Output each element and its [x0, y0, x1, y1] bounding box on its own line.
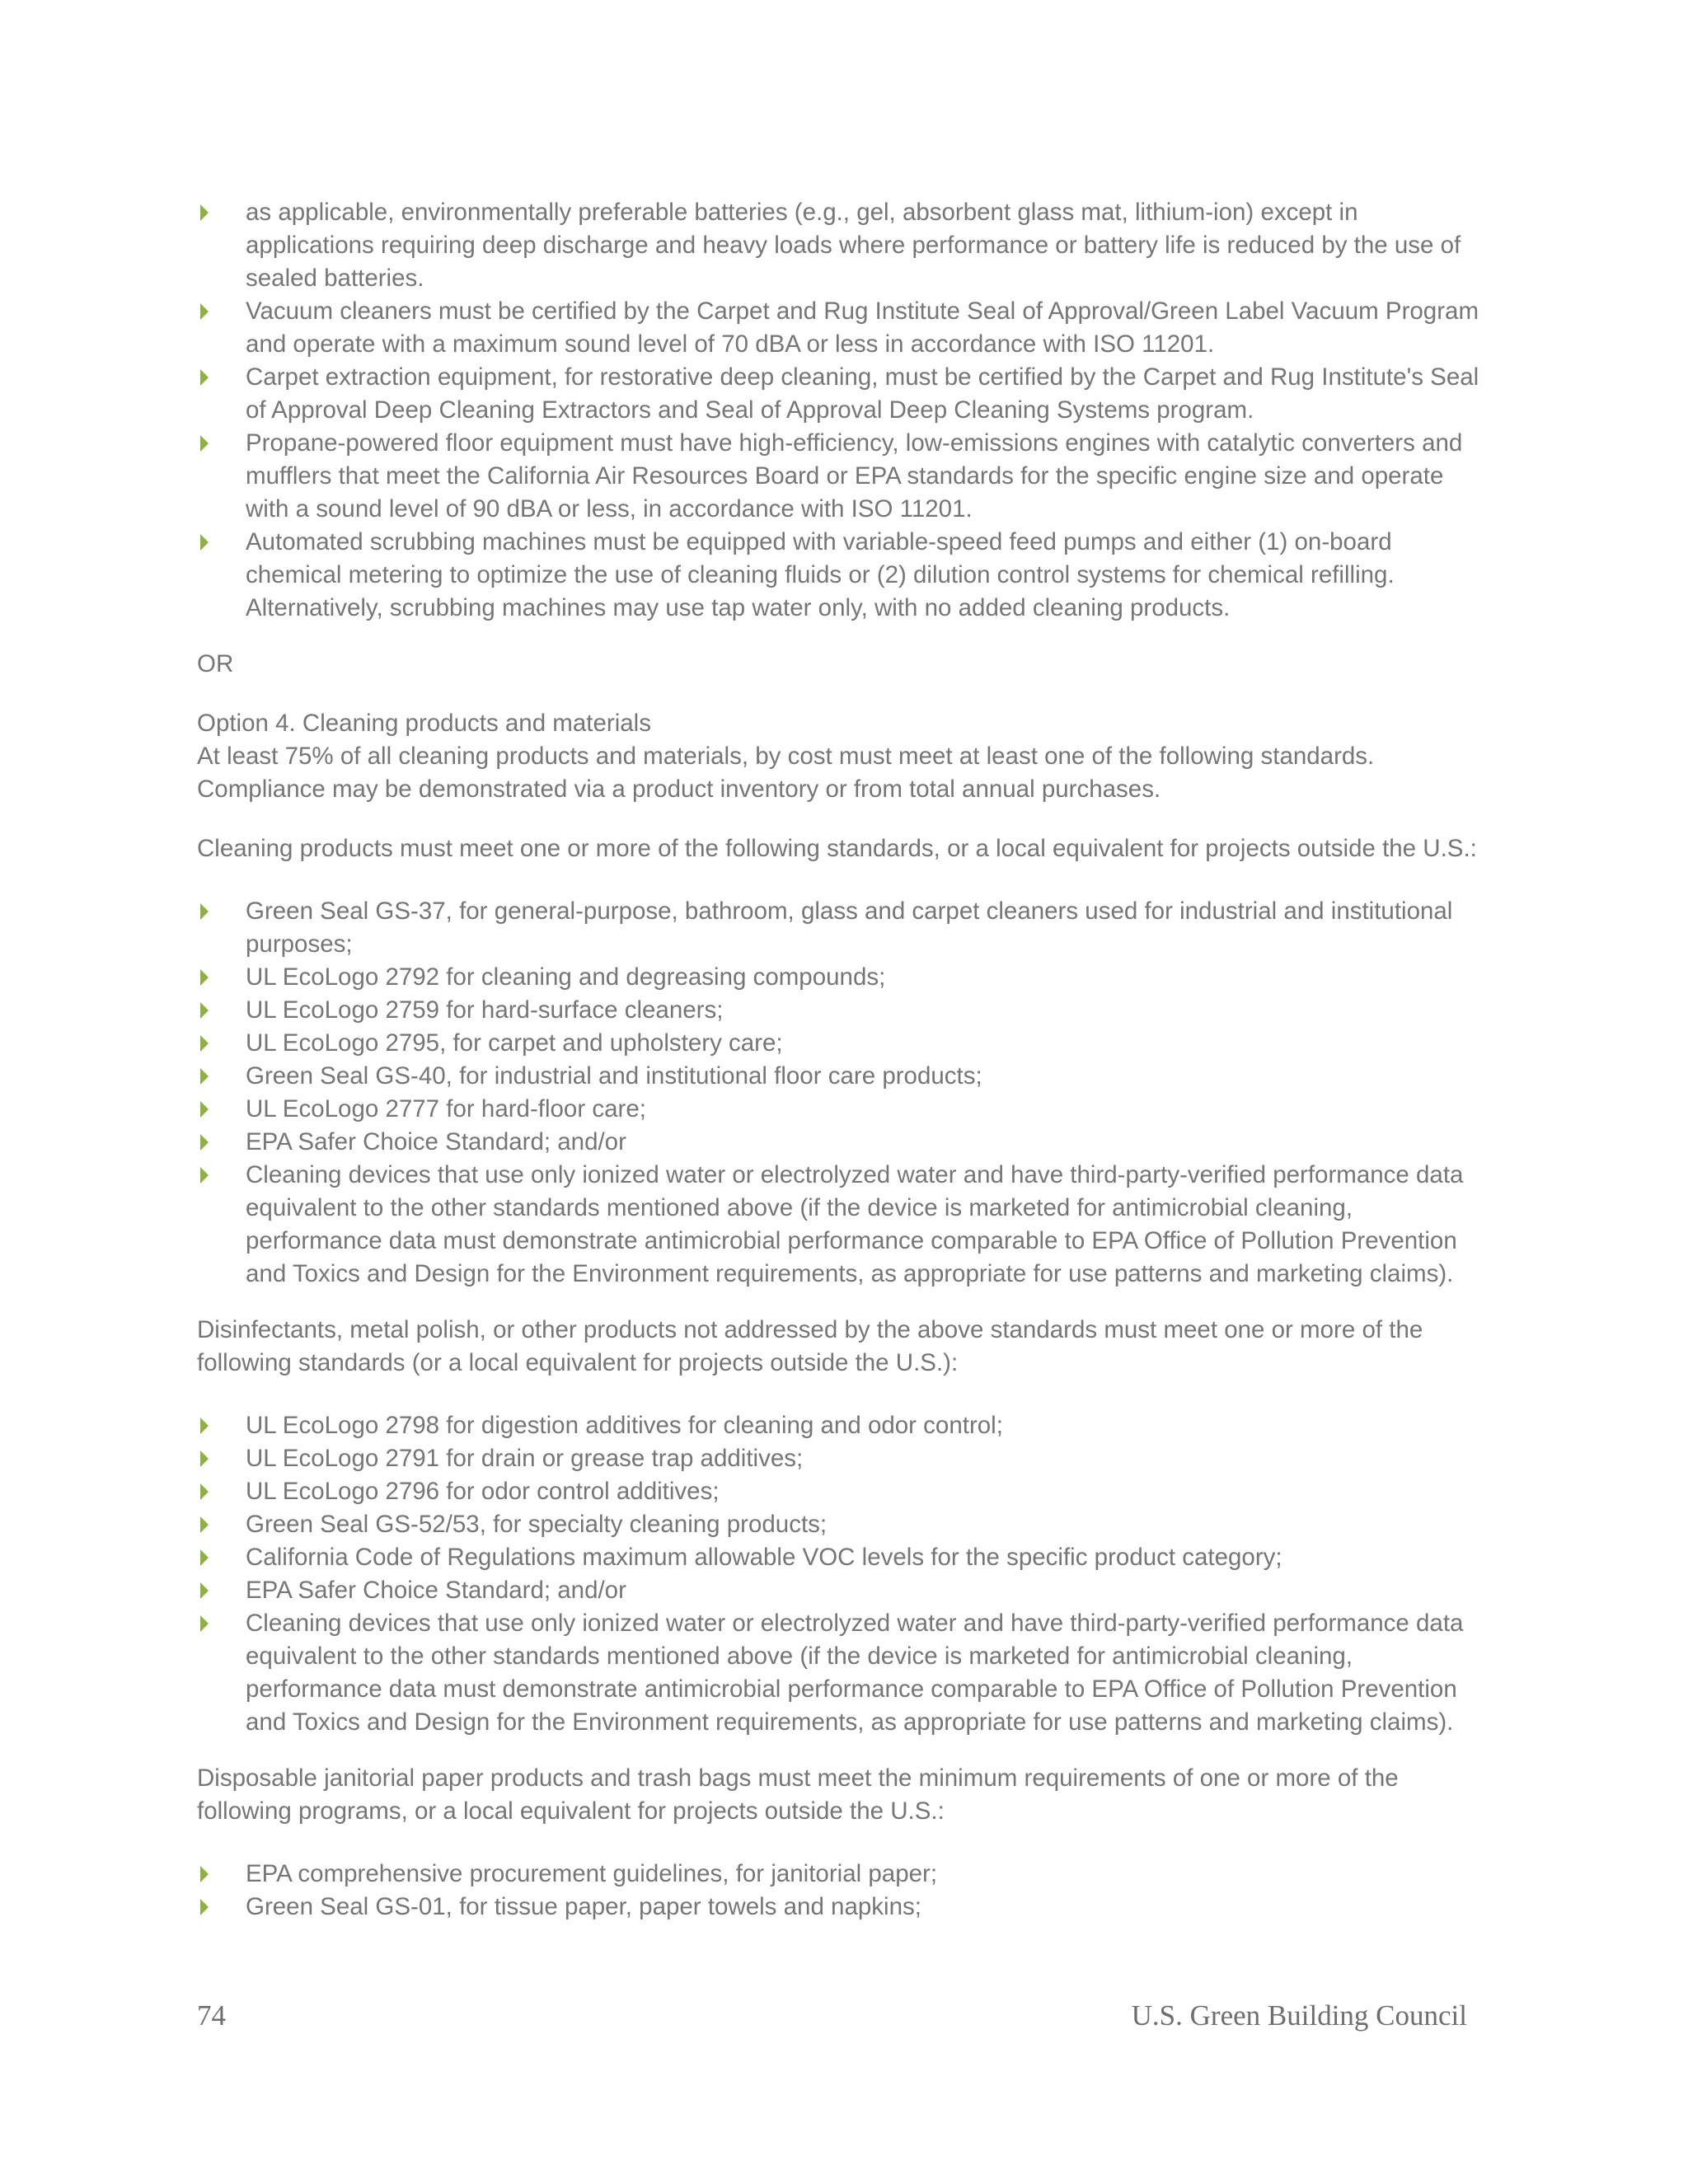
page-number: 74 — [197, 1999, 226, 2032]
cleaning-products-intro: Cleaning products must meet one or more of the following standards, or a local equivalent for projects outside the U.S.: — [197, 835, 1477, 862]
list-item — [197, 1027, 1483, 1060]
option-heading: Option 4. Cleaning products and materials — [197, 710, 651, 737]
list-item — [197, 526, 1483, 625]
triangle-bullet-icon — [200, 1418, 209, 1434]
list-item-text: UL EcoLogo 2798 for digestion additives for cleaning and odor control; — [246, 1412, 1003, 1439]
list-item-text: Green Seal GS-52/53, for specialty cleaning products; — [246, 1511, 828, 1538]
equipment-requirements-list — [197, 196, 1483, 625]
organization-name: U.S. Green Building Council — [1131, 1999, 1467, 2032]
list-item — [197, 361, 1483, 427]
list-item-text: EPA Safer Choice Standard; and/or — [246, 1128, 626, 1155]
triangle-bullet-icon — [200, 204, 209, 221]
paper-programs-list — [197, 1858, 1483, 1924]
triangle-bullet-icon — [200, 369, 209, 386]
cleaning-standards-list — [197, 895, 1483, 1291]
list-item — [197, 1442, 1483, 1475]
paper-products-intro: Disposable janitorial paper products and trash bags must meet the minimum requirements of one or more of the following programs, or a local equivalent for projects outside the U.S.: — [197, 1765, 1399, 1825]
list-item-text: Green Seal GS-40, for industrial and institutional floor care products; — [246, 1062, 982, 1090]
list-item — [197, 1541, 1483, 1574]
triangle-bullet-icon — [200, 1101, 209, 1118]
triangle-bullet-icon — [200, 1483, 209, 1500]
triangle-bullet-icon — [200, 1615, 209, 1632]
list-item — [197, 1409, 1483, 1442]
page-content — [197, 196, 1483, 1924]
triangle-bullet-icon — [200, 1451, 209, 1467]
list-item — [197, 1475, 1483, 1508]
list-item-text: as applicable, environmentally preferable batteries (e.g., gel, absorbent glass mat, lithium-ion) except in applications requiring deep discharge and heavy loads where performance or battery life is reduced by the use of sealed batteries. — [246, 199, 1461, 292]
list-item — [197, 1891, 1483, 1924]
option-intro: At least 75% of all cleaning products and materials, by cost must meet at least one of the following standards. Compliance may be demonstrated via a product inventory or from total annual purchases. — [197, 743, 1375, 803]
list-item — [197, 427, 1483, 526]
list-item-text: UL EcoLogo 2791 for drain or grease trap additives; — [246, 1445, 804, 1472]
triangle-bullet-icon — [200, 1167, 209, 1183]
triangle-bullet-icon — [200, 1134, 209, 1151]
list-item-text: Green Seal GS-37, for general-purpose, bathroom, glass and carpet cleaners used for industrial and institutional purposes; — [246, 898, 1453, 958]
list-item-text: Automated scrubbing machines must be equipped with variable-speed feed pumps and either (1) on-board chemical metering to optimize the use of cleaning fluids or (2) dilution control systems for chemical refilling. Alternatively, scrubbing machines may use tap water only, with no added cleaning products. — [246, 528, 1395, 621]
list-item-text: UL EcoLogo 2759 for hard-surface cleaners; — [246, 996, 724, 1024]
list-item-text: Carpet extraction equipment, for restorative deep cleaning, must be certified by the Carpet and Rug Institute's Seal of Approval Deep Cleaning Extractors and Seal of Approval Deep Cleaning Systems program. — [246, 363, 1479, 424]
triangle-bullet-icon — [200, 903, 209, 920]
page-footer — [197, 1998, 1467, 2034]
list-item — [197, 196, 1483, 295]
triangle-bullet-icon — [200, 435, 209, 452]
triangle-bullet-icon — [200, 1068, 209, 1085]
triangle-bullet-icon — [200, 1035, 209, 1052]
list-item — [197, 295, 1483, 361]
triangle-bullet-icon — [200, 1002, 209, 1019]
triangle-bullet-icon — [200, 1866, 209, 1882]
triangle-bullet-icon — [200, 1899, 209, 1915]
list-item-text: UL EcoLogo 2777 for hard-floor care; — [246, 1095, 646, 1122]
list-item — [197, 1574, 1483, 1607]
disinfectants-intro: Disinfectants, metal polish, or other products not addressed by the above standards must meet one or more of the following standards (or a local equivalent for projects outside the U.S.): — [197, 1316, 1423, 1376]
list-item — [197, 994, 1483, 1027]
list-item-text: Green Seal GS-01, for tissue paper, paper towels and napkins; — [246, 1893, 921, 1920]
list-item — [197, 1508, 1483, 1541]
list-item — [197, 895, 1483, 961]
list-item-text: UL EcoLogo 2792 for cleaning and degreasing compounds; — [246, 963, 886, 991]
list-item — [197, 1126, 1483, 1159]
disinfectant-standards-list — [197, 1409, 1483, 1739]
list-item — [197, 961, 1483, 994]
triangle-bullet-icon — [200, 969, 209, 986]
triangle-bullet-icon — [200, 1549, 209, 1566]
list-item-text: Cleaning devices that use only ionized water or electrolyzed water and have third-party-verified performance data equivalent to the other standards mentioned above (if the device is marketed for antimicrobial cleaning, performance data must demonstrate antimicrobial performance comparable to EPA Office of Pollution Prevention and Toxics and Design for the Environment requirements, as appropriate for use patterns and marketing claims). — [246, 1161, 1464, 1287]
list-item-text: Cleaning devices that use only ionized water or electrolyzed water and have third-party-verified performance data equivalent to the other standards mentioned above (if the device is marketed for antimicrobial cleaning, performance data must demonstrate antimicrobial performance comparable to EPA Office of Pollution Prevention and Toxics and Design for the Environment requirements, as appropriate for use patterns and marketing claims). — [246, 1610, 1464, 1736]
or-separator: OR — [197, 650, 234, 677]
triangle-bullet-icon — [200, 303, 209, 320]
list-item-text: Vacuum cleaners must be certified by the Carpet and Rug Institute Seal of Approval/Green Label Vacuum Program and operate with a maximum sound level of 70 dBA or less in accordance with ISO 11201. — [246, 298, 1479, 358]
list-item — [197, 1093, 1483, 1126]
list-item-text: California Code of Regulations maximum allowable VOC levels for the specific product category; — [246, 1544, 1282, 1571]
list-item — [197, 1159, 1483, 1291]
list-item-text: UL EcoLogo 2795, for carpet and upholstery care; — [246, 1029, 783, 1057]
list-item-text: UL EcoLogo 2796 for odor control additives; — [246, 1478, 720, 1505]
list-item-text: EPA comprehensive procurement guidelines, for janitorial paper; — [246, 1860, 938, 1887]
list-item-text: Propane-powered floor equipment must have high-efficiency, low-emissions engines with catalytic converters and mufflers that meet the California Air Resources Board or EPA standards for the specific engine size and operate with a sound level of 90 dBA or less, in accordance with ISO 11201. — [246, 429, 1463, 523]
triangle-bullet-icon — [200, 1516, 209, 1533]
list-item-text: EPA Safer Choice Standard; and/or — [246, 1577, 626, 1604]
list-item — [197, 1858, 1483, 1891]
triangle-bullet-icon — [200, 1582, 209, 1599]
list-item — [197, 1060, 1483, 1093]
triangle-bullet-icon — [200, 534, 209, 551]
list-item — [197, 1607, 1483, 1739]
